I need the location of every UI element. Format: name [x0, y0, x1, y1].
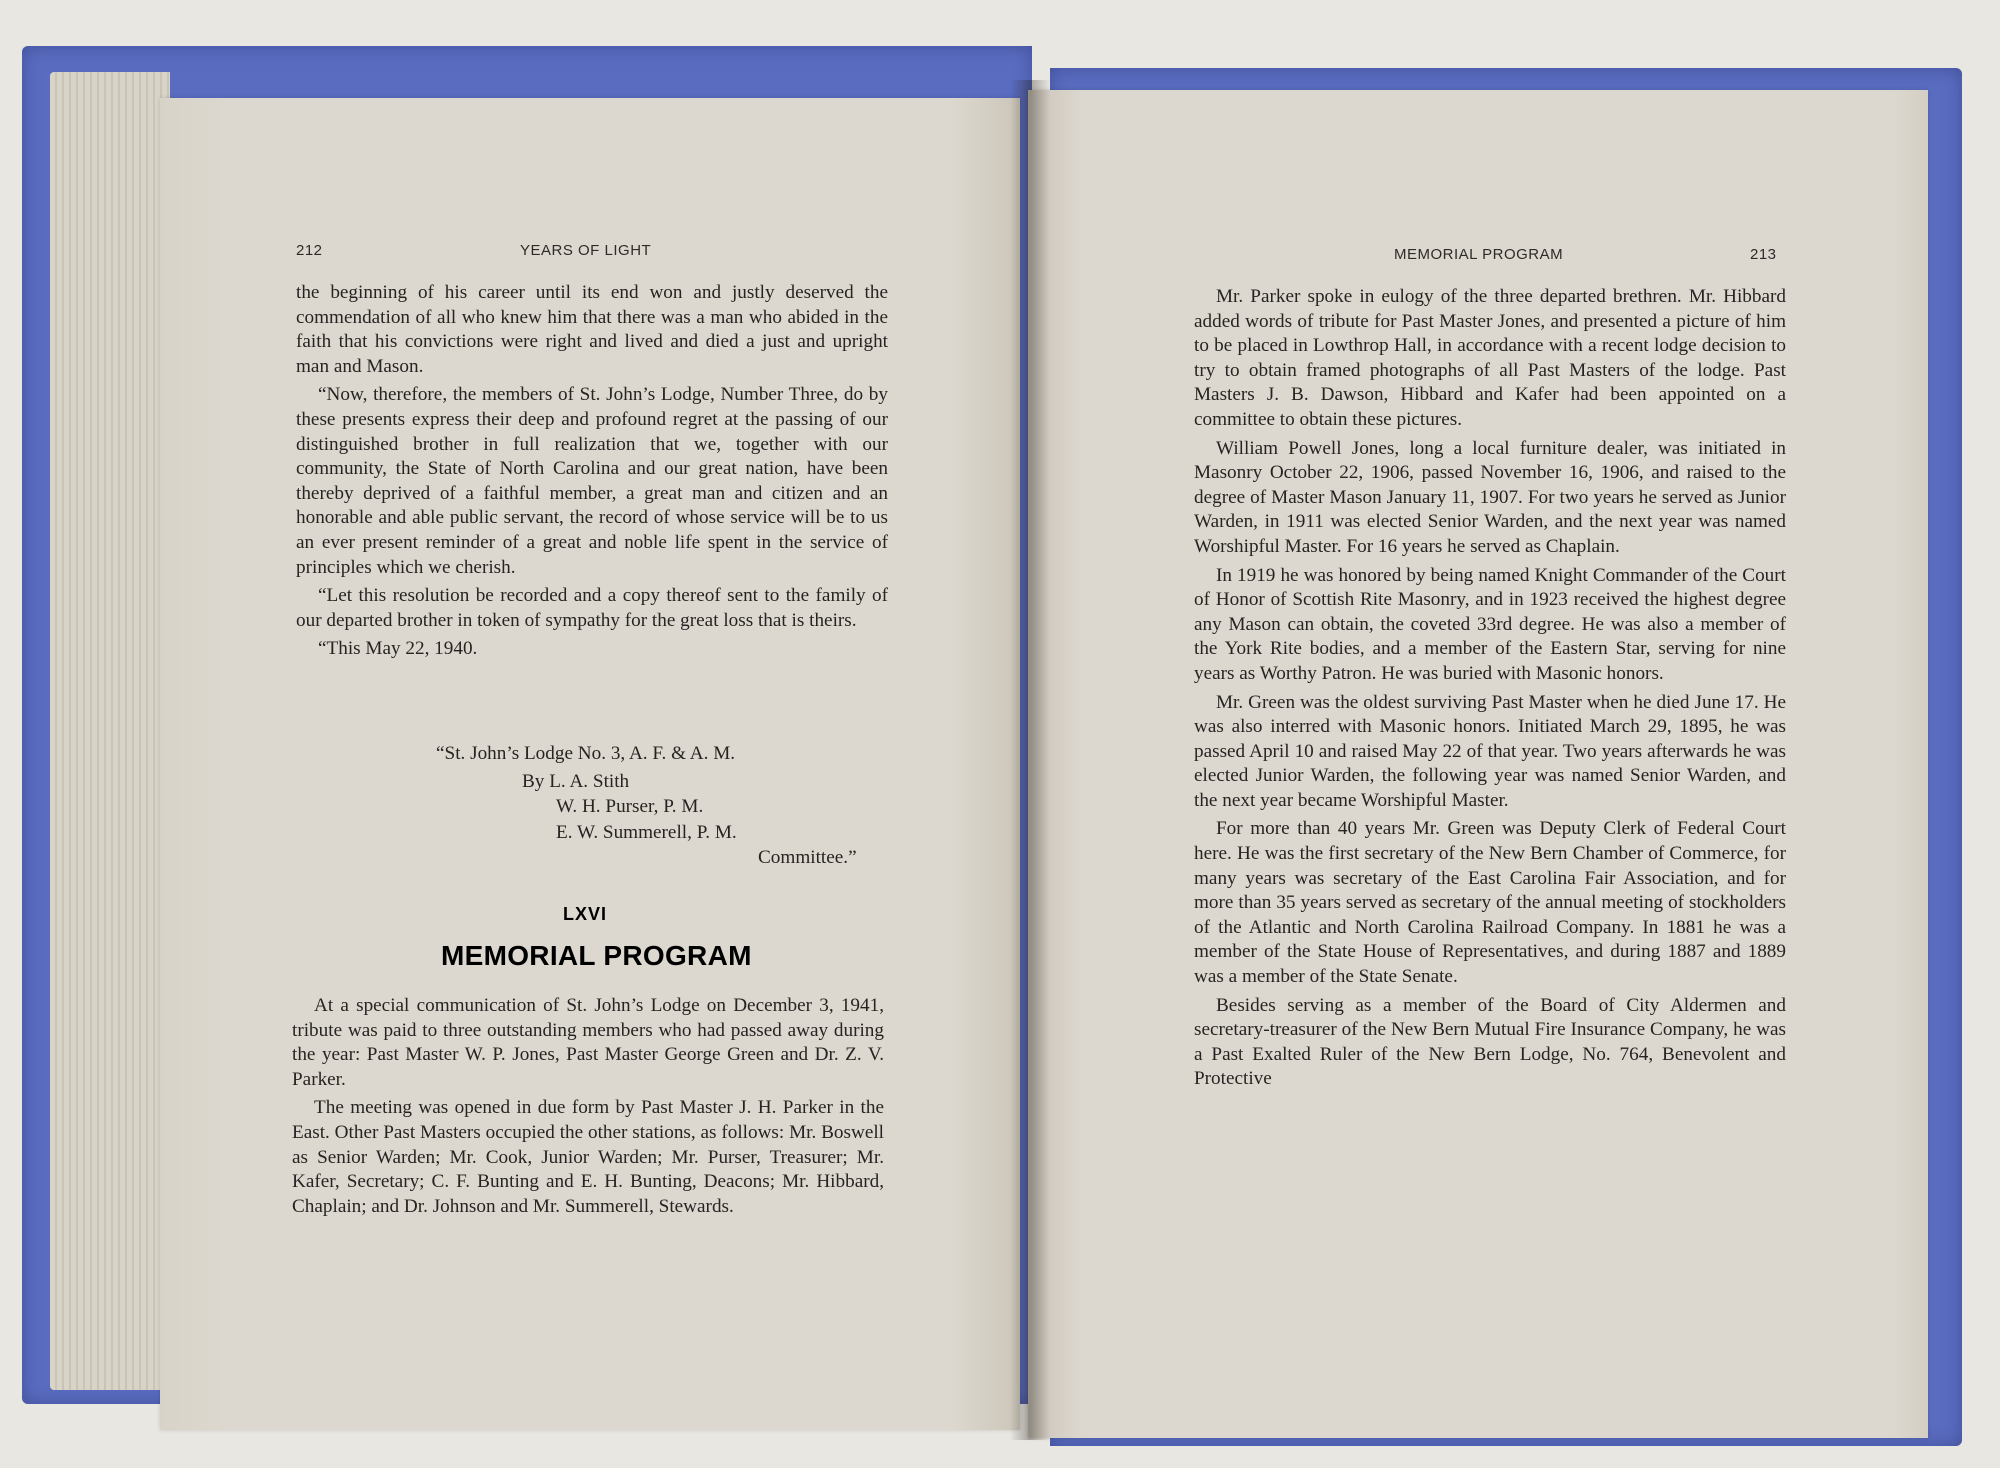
right-page-number: 213 [1750, 246, 1777, 263]
section-number: LXVI [563, 904, 608, 924]
paragraph: “This May 22, 1940. [318, 638, 478, 660]
left-body-top [296, 281, 888, 662]
left-body-bottom [292, 994, 884, 1219]
signature-lodge: “St. John’s Lodge No. 3, A. F. & A. M. [436, 743, 736, 764]
paragraph: “Let this resolution be recorded and a copy thereof sent to the family of our departed brother in token of sympathy for the great loss that is theirs. [296, 585, 888, 631]
paragraph: The meeting was opened in due form by Past Master J. H. Parker in the East. Other Past Masters occupied the other stations, as follows: Mr. Boswell as Senior Warden; Mr. Cook, Junior Warden; Mr. Purser, Treasurer; Mr. Kafer, Secretary; C. F. Bunting and E. H. Bunting, Deacons; Mr. Hibbard, Chaplain; and Dr. Johnson and Mr. Summerell, Stewards. [292, 1097, 884, 1217]
signature-member-1: W. H. Purser, P. M. [556, 796, 704, 817]
paragraph: For more than 40 years Mr. Green was Deputy Clerk of Federal Court here. He was the first secretary of the New Bern Chamber of Commerce, for many years was secretary of the East Carolina Fair Association, and for more than 35 years served as secretary of the annual meeting of stockholders of the Atlantic and North Carolina Railroad Company. In 1881 he was a member of the State House of Representatives, and during 1887 and 1889 was a member of the State Senate. [1194, 818, 1786, 988]
paragraph: the beginning of his career until its end won and justly deserved the commendation of all who knew him that there was a man who abided in the faith that his convictions were right and lived and died a just and upright man and Mason. [296, 282, 888, 377]
paragraph: In 1919 he was honored by being named Knight Commander of the Court of Honor of Scottish Rite Masonry, and in 1923 received the highest degree any Mason can obtain, the coveted 33rd degree. He was also a member of the York Rite bodies, and a member of the Eastern Star, serving for nine years as Worthy Patron. He was buried with Masonic honors. [1194, 564, 1786, 684]
page-edges [50, 72, 170, 1390]
right-body [1194, 285, 1786, 1092]
paragraph: William Powell Jones, long a local furniture dealer, was initiated in Masonry October 22, 1906, passed November 16, 1906, and raised to the degree of Master Mason January 11, 1907. For two years he served as Junior Warden, in 1911 was elected Senior Warden, and the next year was named Worshipful Master. For 16 years he served as Chaplain. [1194, 437, 1786, 557]
signature-member-2: E. W. Summerell, P. M. [556, 822, 737, 843]
left-page-number: 212 [296, 242, 323, 259]
signature-by: By L. A. Stith [522, 771, 630, 792]
section-title: MEMORIAL PROGRAM [441, 940, 752, 971]
paragraph: Mr. Parker spoke in eulogy of the three departed brethren. Mr. Hibbard added words of tribute for Past Master Jones, and presented a picture of him to be placed in Lowthrop Hall, in accordance with a recent lodge decision to try to obtain framed photographs of all Past Masters of the lodge. Past Masters J. B. Dawson, Hibbard and Kafer had been appointed on a committee to obtain these pictures. [1194, 286, 1786, 430]
paragraph: Besides serving as a member of the Board of City Aldermen and secretary-treasurer of the New Bern Mutual Fire Insurance Company, he was a Past Exalted Ruler of the New Bern Lodge, No. 764, Benevolent and Protective [1194, 994, 1786, 1090]
paragraph: “Now, therefore, the members of St. John’s Lodge, Number Three, do by these presents express their deep and profound regret at the passing of our distinguished brother in full realization that we, together with our community, the State of North Carolina and our great nation, have been thereby deprived of a faithful member, a great man and citizen and an honorable and able public servant, the record of whose service will be to us an ever present reminder of a great and noble life spent in the service of principles which we cherish. [296, 384, 888, 578]
paragraph: At a special communication of St. John’s Lodge on December 3, 1941, tribute was paid to three outstanding members who had passed away during the year: Past Master W. P. Jones, Past Master George Green and Dr. Z. V. Parker. [292, 995, 884, 1090]
left-running-title: YEARS OF LIGHT [520, 242, 652, 259]
right-running-title: MEMORIAL PROGRAM [1394, 246, 1564, 263]
signature-committee: Committee.” [758, 847, 857, 868]
paragraph: Mr. Green was the oldest surviving Past Master when he died June 17. He was also interred with Masonic honors. Initiated March 29, 1895, he was passed April 10 and raised May 22 of that year. Two years afterwards he was elected Junior Warden, the following year was named Senior Warden, and the next year became Worshipful Master. [1194, 691, 1786, 811]
book-spine-shadow [1010, 80, 1050, 1440]
